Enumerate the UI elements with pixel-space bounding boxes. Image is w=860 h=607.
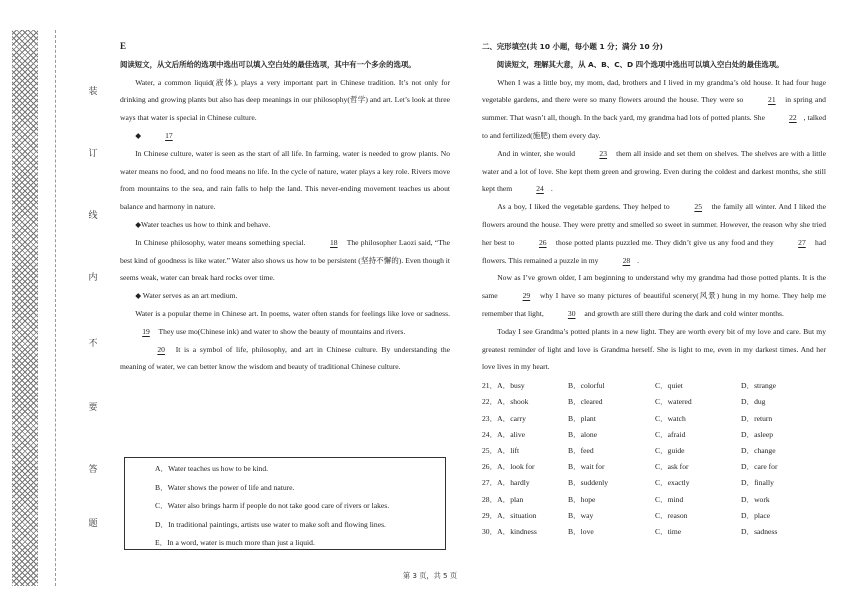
blank-22: 22: [789, 113, 797, 123]
choice-row: [482, 427, 826, 443]
choice: D．sadness: [741, 526, 778, 536]
seal-char: 要: [88, 403, 98, 413]
choice-row: [482, 508, 826, 524]
choice: D．dug: [741, 397, 766, 407]
paragraph: [120, 234, 450, 287]
paragraph: [120, 305, 450, 341]
choice: D．return: [741, 413, 773, 423]
text: .: [637, 255, 640, 265]
page-footer: 第 3 页，共 5 页: [402, 571, 458, 580]
blank-27: 27: [798, 237, 806, 247]
paragraph: [482, 198, 826, 269]
blank-21: 21: [768, 95, 776, 105]
choice: 25．A．lift: [482, 445, 520, 455]
text: .: [550, 184, 553, 194]
seal-char: 订: [88, 149, 98, 159]
choice: B．colorful: [568, 381, 605, 391]
choice: 24．A．alive: [482, 429, 526, 439]
text: , talked to and fertilized(施肥) them every day.: [482, 113, 827, 140]
blank-25: 25: [694, 202, 702, 212]
choice: B．plant: [568, 413, 596, 423]
choice: C．watered: [655, 397, 692, 407]
paragraph: [482, 145, 826, 198]
choice-row: [482, 492, 826, 508]
blank-20: 20: [157, 344, 165, 354]
instruction-e: 阅读短文，从文后所给的选项中选出可以填入空白处的最佳选项，其中有一个多余的选项。: [120, 59, 416, 69]
choice: B．love: [568, 526, 594, 536]
text: in spring and summer. That wasn’t all, though. In the back yard, my grandma had lots of potted plants. She: [482, 95, 826, 123]
choice: D．work: [741, 494, 770, 504]
instruction-cloze: 阅读短文，理解其大意，从 A、B、C、D 四个选项中选出可以填入空白处的最佳选项。: [496, 59, 784, 69]
choice-row: [482, 411, 826, 427]
text: and growth are still there during the dark and cold winter months.: [584, 308, 784, 318]
choice: 26．A．look for: [482, 462, 535, 472]
blank-23: 23: [599, 148, 607, 158]
choice: B．feed: [568, 445, 594, 455]
choices-list: [482, 378, 826, 540]
text: had flowers. This remained a puzzle in my: [482, 237, 827, 265]
section-title: 二、完形填空(共 10 小题，每小题 1 分；满分 10 分): [482, 42, 663, 51]
choice: 23．A．carry: [482, 413, 526, 423]
paragraph: [482, 74, 826, 145]
blank-17: 17: [165, 130, 173, 140]
choice: C．watch: [655, 413, 686, 423]
choice: D．change: [741, 445, 776, 455]
choice: B．wait for: [568, 462, 605, 472]
seal-char: 题: [88, 519, 98, 529]
choice: B．cleared: [568, 397, 603, 407]
choice: D．finally: [741, 478, 774, 488]
blank-30: 30: [567, 308, 576, 318]
text: Now as I’ve grown older, I am beginning to understand why my grandma had those potted plants. It is the same: [482, 273, 826, 301]
choice: C．ask for: [655, 462, 689, 472]
paragraph: In Chinese culture, water is seen as the start of all life. In farming, water is needed to grow plants. No water means no food, and no food means no life. In the cycle of nature, water plays a key role. Rivers move from mountains to the sea, and rain falls to help the land. This never-ending movement teaches us about balance and harmony in nature.: [120, 148, 450, 212]
binding-dashed-line: [55, 30, 56, 586]
choice: C．mind: [655, 494, 684, 504]
choice-row: [482, 524, 826, 540]
choice: D．strange: [741, 381, 777, 391]
text: As a boy, I liked the vegetable gardens. They helped to: [497, 202, 670, 212]
subheading: ◆ Water serves as an art medium.: [135, 291, 238, 301]
text: why I have so many pictures of beautiful scenery(风景) hung in my home. They help me remember that light,: [482, 291, 826, 318]
paragraph: [120, 341, 450, 377]
paragraph: [482, 269, 826, 322]
text: Water is a popular theme in Chinese art. In poems, water often stands for feelings like love or sadness.: [135, 308, 450, 318]
option-item: A．Water teaches us how to be kind.: [155, 464, 269, 473]
choice: 29．A．situation: [482, 510, 537, 520]
choice: 22．A．shook: [482, 397, 529, 407]
choice-row: [482, 443, 826, 459]
seal-char: 不: [88, 339, 98, 349]
binding-pattern: [12, 30, 38, 586]
seal-char: 内: [88, 273, 98, 283]
choice: B．way: [568, 510, 594, 520]
text: It is a symbol of life, philosophy, and art in Chinese culture. By understanding the meaning of water, we can better know the wisdom and beauty of traditional Chinese culture.: [120, 344, 450, 372]
heading-blank-17: ◆ 17: [120, 127, 450, 145]
choice: B．suddenly: [568, 478, 609, 488]
choice: C．afraid: [655, 429, 686, 439]
text: the family all winter. And I liked the flowers around the house. They were pretty and smelled so sweet in summer. However, the reason why she tried her best to: [482, 202, 826, 247]
choice: B．hope: [568, 494, 596, 504]
option-item: E．In a word, water is much more than just a liquid.: [155, 538, 315, 547]
choice: C．quiet: [655, 381, 683, 391]
text: They use mo(Chinese ink) and water to show the beauty of mountains and rivers.: [158, 326, 406, 336]
choice-row: [482, 475, 826, 491]
choice-row: [482, 394, 826, 410]
paragraph: Water, a common liquid(液体), plays a very important part in Chinese tradition. It’s not only for drinking and growing plants but also has deep meanings in our philosophy(哲学) and art. Let’s look at three ways that water is special in Chinese culture.: [120, 77, 450, 123]
paragraph: Today I see Grandma’s potted plants in a new light. They are worth every bit of my love and care. But my greatest reminder of light and love is Grandma herself. She is light to me, even in my darkest times. And her love lives in my heart.: [482, 326, 826, 372]
seal-char: 答: [88, 465, 98, 475]
cloze-section: [482, 38, 826, 540]
option-item: C．Water also brings harm if people do not take good care of rivers or lakes.: [155, 501, 390, 510]
reading-section-e: [120, 38, 450, 376]
option-item: D．In traditional paintings, artists use water to make soft and flowing lines.: [155, 519, 386, 529]
choice: C．exactly: [655, 478, 690, 488]
choice: C．reason: [655, 510, 688, 520]
choice-row: [482, 459, 826, 475]
blank-18: 18: [330, 237, 338, 247]
text: In Chinese philosophy, water means something special.: [135, 237, 306, 247]
blank-24: 24: [536, 184, 544, 194]
choice: 30．A．kindness: [482, 526, 537, 536]
section-letter: E: [120, 41, 127, 51]
text: And in winter, she would: [497, 148, 576, 158]
choice: B．alone: [568, 429, 598, 439]
choice: C．time: [655, 526, 682, 536]
choice: D．care for: [741, 462, 778, 472]
choice: D．place: [741, 510, 771, 520]
option-item: B．Water shows the power of life and nature.: [155, 482, 295, 492]
choice: C．guide: [655, 445, 685, 455]
seal-char: 装: [88, 87, 98, 97]
text: When I was a little boy, my mom, dad, brothers and I lived in my grandma’s old house. It had four huge vegetable gardens, and there were so many flowers around the house. They were so: [482, 77, 826, 105]
blank-29: 29: [522, 291, 531, 301]
text: them all inside and set them on shelves. The shelves are with a little water and a lot of love. She kept them green and growing. Even during the coldest and darkest months, she still kept them: [482, 148, 826, 194]
choice: 21．A．busy: [482, 381, 525, 391]
seal-char: 线: [88, 211, 98, 221]
blank-28: 28: [622, 255, 631, 265]
blank-26: 26: [538, 237, 547, 247]
choice-row: [482, 378, 826, 394]
subheading: ◆Water teaches us how to think and behave.: [135, 219, 271, 229]
options-box: [124, 457, 446, 550]
choice: 28．A．plan: [482, 494, 524, 504]
text: those potted plants puzzled me. They didn’t give us any food and they: [555, 237, 774, 247]
choice: D．asleep: [741, 429, 774, 439]
blank-19: 19: [142, 326, 150, 336]
choice: 27．A．hardly: [482, 478, 530, 488]
text: The philosopher Laozi said, “The best kind of goodness is like water.” Water also shows us how to be persistent (坚持不懈的). Even though it seems weak, water can break hard rocks over time.: [120, 237, 450, 283]
